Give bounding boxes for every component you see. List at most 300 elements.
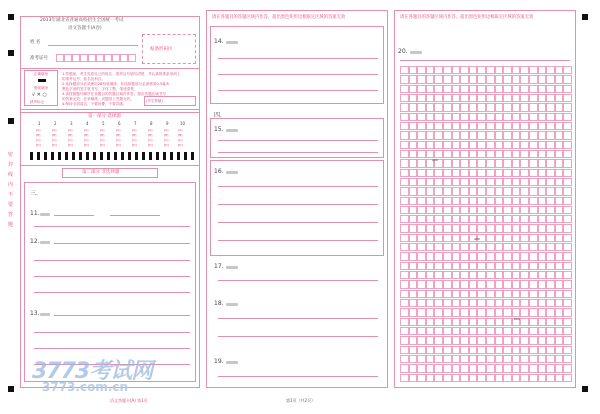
essay-cell[interactable] xyxy=(512,85,521,93)
choice-bubble-q7-b[interactable]: [B] xyxy=(132,133,137,137)
essay-cell[interactable] xyxy=(409,299,418,307)
essay-cell[interactable] xyxy=(512,374,521,382)
essay-cell[interactable] xyxy=(563,374,572,382)
answer-line-13a[interactable] xyxy=(54,315,190,316)
essay-cell[interactable] xyxy=(503,122,512,130)
essay-cell[interactable] xyxy=(469,197,478,205)
essay-cell[interactable] xyxy=(486,66,495,74)
essay-cell[interactable] xyxy=(563,346,572,354)
essay-cell[interactable] xyxy=(477,215,486,223)
essay-cell[interactable] xyxy=(409,150,418,158)
answer-line-13c[interactable] xyxy=(34,348,190,349)
essay-cell[interactable] xyxy=(503,374,512,382)
essay-cell[interactable] xyxy=(417,308,426,316)
essay-cell[interactable] xyxy=(512,141,521,149)
essay-cell[interactable] xyxy=(426,346,435,354)
essay-cell[interactable] xyxy=(426,169,435,177)
essay-cell[interactable] xyxy=(495,374,504,382)
essay-cell[interactable] xyxy=(426,131,435,139)
essay-cell[interactable] xyxy=(426,103,435,111)
essay-cell[interactable] xyxy=(503,159,512,167)
essay-cell[interactable] xyxy=(555,374,564,382)
essay-cell[interactable] xyxy=(495,66,504,74)
essay-cell[interactable] xyxy=(443,243,452,251)
essay-cell[interactable] xyxy=(546,75,555,83)
essay-cell[interactable] xyxy=(520,103,529,111)
essay-cell[interactable] xyxy=(486,169,495,177)
essay-cell[interactable] xyxy=(520,197,529,205)
essay-cell[interactable] xyxy=(503,206,512,214)
essay-cell[interactable] xyxy=(477,131,486,139)
essay-cell[interactable] xyxy=(409,197,418,205)
essay-cell[interactable] xyxy=(546,122,555,130)
essay-cell[interactable] xyxy=(400,197,409,205)
essay-cell[interactable] xyxy=(443,159,452,167)
essay-cell[interactable] xyxy=(400,150,409,158)
essay-cell[interactable] xyxy=(417,85,426,93)
essay-cell[interactable] xyxy=(529,122,538,130)
choice-bubble-q5-a[interactable]: [A] xyxy=(100,128,105,132)
choice-bubble-q10-a[interactable]: [A] xyxy=(178,128,183,132)
essay-cell[interactable] xyxy=(443,234,452,242)
essay-cell[interactable] xyxy=(546,336,555,344)
essay-cell[interactable] xyxy=(477,206,486,214)
essay-cell[interactable] xyxy=(417,234,426,242)
essay-cell[interactable] xyxy=(546,197,555,205)
essay-cell[interactable] xyxy=(503,243,512,251)
essay-cell[interactable] xyxy=(400,131,409,139)
essay-cell[interactable] xyxy=(460,103,469,111)
essay-cell[interactable] xyxy=(452,178,461,186)
essay-cell[interactable] xyxy=(512,94,521,102)
essay-cell[interactable] xyxy=(434,103,443,111)
essay-cell[interactable] xyxy=(469,280,478,288)
essay-cell[interactable] xyxy=(434,234,443,242)
essay-cell[interactable] xyxy=(538,113,547,121)
essay-cell[interactable] xyxy=(503,280,512,288)
essay-cell[interactable] xyxy=(443,113,452,121)
essay-cell[interactable] xyxy=(512,271,521,279)
essay-cell[interactable] xyxy=(477,66,486,74)
essay-cell[interactable] xyxy=(503,215,512,223)
essay-cell[interactable] xyxy=(512,66,521,74)
essay-cell[interactable] xyxy=(452,159,461,167)
essay-cell[interactable] xyxy=(563,75,572,83)
essay-cell[interactable] xyxy=(529,252,538,260)
essay-cell[interactable] xyxy=(512,150,521,158)
essay-cell[interactable] xyxy=(495,243,504,251)
essay-cell[interactable] xyxy=(512,178,521,186)
essay-cell[interactable] xyxy=(426,299,435,307)
essay-cell[interactable] xyxy=(400,215,409,223)
essay-cell[interactable] xyxy=(469,103,478,111)
essay-cell[interactable] xyxy=(409,178,418,186)
essay-cell[interactable] xyxy=(434,75,443,83)
essay-cell[interactable] xyxy=(495,131,504,139)
choice-bubble-q2-d[interactable]: [D] xyxy=(52,143,57,147)
essay-cell[interactable] xyxy=(555,206,564,214)
essay-cell[interactable] xyxy=(529,224,538,232)
essay-cell[interactable] xyxy=(434,113,443,121)
essay-cell[interactable] xyxy=(538,374,547,382)
essay-cell[interactable] xyxy=(477,308,486,316)
essay-cell[interactable] xyxy=(503,187,512,195)
essay-cell[interactable] xyxy=(443,103,452,111)
essay-cell[interactable] xyxy=(426,336,435,344)
essay-cell[interactable] xyxy=(426,113,435,121)
essay-cell[interactable] xyxy=(417,197,426,205)
choice-bubble-q1-d[interactable]: [D] xyxy=(36,143,41,147)
essay-cell[interactable] xyxy=(452,271,461,279)
essay-cell[interactable] xyxy=(409,262,418,270)
essay-cell[interactable] xyxy=(426,141,435,149)
essay-cell[interactable] xyxy=(486,178,495,186)
essay-cell[interactable] xyxy=(529,103,538,111)
essay-cell[interactable] xyxy=(520,280,529,288)
essay-cell[interactable] xyxy=(409,336,418,344)
essay-cell[interactable] xyxy=(417,206,426,214)
essay-cell[interactable] xyxy=(452,215,461,223)
essay-cell[interactable] xyxy=(503,197,512,205)
essay-cell[interactable] xyxy=(546,224,555,232)
essay-cell[interactable] xyxy=(426,243,435,251)
essay-cell[interactable] xyxy=(477,336,486,344)
essay-cell[interactable] xyxy=(503,318,512,326)
essay-cell[interactable] xyxy=(520,327,529,335)
essay-cell[interactable] xyxy=(495,327,504,335)
essay-cell[interactable] xyxy=(417,262,426,270)
essay-cell[interactable] xyxy=(538,150,547,158)
choice-bubble-q3-d[interactable]: [D] xyxy=(68,143,73,147)
essay-cell[interactable] xyxy=(503,271,512,279)
essay-cell[interactable] xyxy=(529,94,538,102)
essay-cell[interactable] xyxy=(443,280,452,288)
essay-cell[interactable] xyxy=(469,150,478,158)
essay-cell[interactable] xyxy=(460,113,469,121)
essay-cell[interactable] xyxy=(443,299,452,307)
essay-cell[interactable] xyxy=(503,85,512,93)
essay-cell[interactable] xyxy=(529,66,538,74)
essay-cell[interactable] xyxy=(503,103,512,111)
essay-cell[interactable] xyxy=(486,187,495,195)
essay-cell[interactable] xyxy=(555,336,564,344)
essay-cell[interactable] xyxy=(495,159,504,167)
essay-cell[interactable] xyxy=(495,318,504,326)
essay-cell[interactable] xyxy=(520,178,529,186)
essay-cell[interactable] xyxy=(460,141,469,149)
essay-cell[interactable] xyxy=(538,206,547,214)
essay-cell[interactable] xyxy=(452,103,461,111)
essay-cell[interactable] xyxy=(443,178,452,186)
choice-bubble-q10-b[interactable]: [B] xyxy=(178,133,183,137)
essay-cell[interactable] xyxy=(443,262,452,270)
essay-cell[interactable] xyxy=(460,252,469,260)
essay-cell[interactable] xyxy=(555,122,564,130)
essay-cell[interactable] xyxy=(555,355,564,363)
essay-cell[interactable] xyxy=(538,327,547,335)
essay-cell[interactable] xyxy=(538,178,547,186)
essay-cell[interactable] xyxy=(546,318,555,326)
essay-cell[interactable] xyxy=(477,299,486,307)
essay-cell[interactable] xyxy=(400,178,409,186)
essay-cell[interactable] xyxy=(495,75,504,83)
essay-cell[interactable] xyxy=(434,215,443,223)
essay-cell[interactable] xyxy=(426,252,435,260)
essay-cell[interactable] xyxy=(469,94,478,102)
essay-cell[interactable] xyxy=(452,85,461,93)
essay-cell[interactable] xyxy=(538,364,547,372)
essay-cell[interactable] xyxy=(460,215,469,223)
essay-cell[interactable] xyxy=(495,290,504,298)
essay-cell[interactable] xyxy=(417,215,426,223)
essay-cell[interactable] xyxy=(469,215,478,223)
essay-cell[interactable] xyxy=(460,318,469,326)
essay-cell[interactable] xyxy=(563,224,572,232)
essay-cell[interactable] xyxy=(555,141,564,149)
essay-cell[interactable] xyxy=(555,308,564,316)
essay-cell[interactable] xyxy=(417,252,426,260)
choice-bubble-q8-b[interactable]: [B] xyxy=(148,133,153,137)
essay-cell[interactable] xyxy=(538,318,547,326)
essay-cell[interactable] xyxy=(486,252,495,260)
essay-cell[interactable] xyxy=(512,336,521,344)
essay-cell[interactable] xyxy=(400,299,409,307)
choice-bubble-q4-b[interactable]: [B] xyxy=(84,133,89,137)
essay-cell[interactable] xyxy=(495,141,504,149)
essay-cell[interactable] xyxy=(452,94,461,102)
essay-cell[interactable] xyxy=(495,169,504,177)
essay-cell[interactable] xyxy=(503,131,512,139)
essay-cell[interactable] xyxy=(546,150,555,158)
essay-cell[interactable] xyxy=(529,336,538,344)
essay-cell[interactable] xyxy=(538,308,547,316)
essay-cell[interactable] xyxy=(409,122,418,130)
essay-cell[interactable] xyxy=(520,66,529,74)
essay-cell[interactable] xyxy=(546,299,555,307)
essay-cell[interactable] xyxy=(400,85,409,93)
essay-cell[interactable] xyxy=(400,252,409,260)
essay-cell[interactable] xyxy=(555,159,564,167)
choice-bubble-q2-a[interactable]: [A] xyxy=(52,128,57,132)
essay-cell[interactable] xyxy=(538,234,547,242)
choice-bubble-q5-d[interactable]: [D] xyxy=(100,143,105,147)
essay-cell[interactable] xyxy=(477,374,486,382)
choice-bubble-q2-b[interactable]: [B] xyxy=(52,133,57,137)
name-underline[interactable] xyxy=(48,45,138,46)
essay-cell[interactable] xyxy=(452,327,461,335)
essay-cell[interactable] xyxy=(546,327,555,335)
essay-cell[interactable] xyxy=(520,318,529,326)
essay-cell[interactable] xyxy=(400,280,409,288)
essay-cell[interactable] xyxy=(400,169,409,177)
essay-cell[interactable] xyxy=(426,280,435,288)
essay-cell[interactable] xyxy=(512,75,521,83)
essay-cell[interactable] xyxy=(443,75,452,83)
essay-cell[interactable] xyxy=(477,122,486,130)
essay-cell[interactable] xyxy=(426,374,435,382)
essay-cell[interactable] xyxy=(443,94,452,102)
essay-cell[interactable] xyxy=(452,197,461,205)
essay-cell[interactable] xyxy=(477,262,486,270)
essay-cell[interactable] xyxy=(546,308,555,316)
essay-cell[interactable] xyxy=(512,169,521,177)
essay-cell[interactable] xyxy=(409,243,418,251)
essay-cell[interactable] xyxy=(563,103,572,111)
essay-cell[interactable] xyxy=(409,224,418,232)
essay-cell[interactable] xyxy=(495,187,504,195)
essay-cell[interactable] xyxy=(409,206,418,214)
essay-cell[interactable] xyxy=(529,280,538,288)
essay-cell[interactable] xyxy=(443,197,452,205)
essay-cell[interactable] xyxy=(400,355,409,363)
essay-cell[interactable] xyxy=(512,215,521,223)
essay-cell[interactable] xyxy=(443,308,452,316)
essay-cell[interactable] xyxy=(400,94,409,102)
essay-cell[interactable] xyxy=(529,197,538,205)
essay-cell[interactable] xyxy=(434,131,443,139)
essay-cell[interactable] xyxy=(400,234,409,242)
essay-cell[interactable] xyxy=(495,215,504,223)
essay-cell[interactable] xyxy=(477,141,486,149)
essay-cell[interactable] xyxy=(529,150,538,158)
essay-cell[interactable] xyxy=(529,141,538,149)
essay-cell[interactable] xyxy=(529,299,538,307)
essay-cell[interactable] xyxy=(512,113,521,121)
essay-cell[interactable] xyxy=(512,346,521,354)
essay-cell[interactable] xyxy=(486,364,495,372)
essay-cell[interactable] xyxy=(486,318,495,326)
essay-cell[interactable] xyxy=(460,150,469,158)
essay-cell[interactable] xyxy=(426,75,435,83)
essay-cell[interactable] xyxy=(426,364,435,372)
essay-cell[interactable] xyxy=(546,131,555,139)
choice-bubble-q1-c[interactable]: [C] xyxy=(36,138,41,142)
essay-cell[interactable] xyxy=(563,150,572,158)
essay-cell[interactable] xyxy=(434,355,443,363)
essay-cell[interactable] xyxy=(512,252,521,260)
essay-cell[interactable] xyxy=(452,290,461,298)
essay-cell[interactable] xyxy=(512,262,521,270)
essay-cell[interactable] xyxy=(460,280,469,288)
essay-cell[interactable] xyxy=(469,224,478,232)
essay-cell[interactable] xyxy=(529,159,538,167)
essay-cell[interactable] xyxy=(417,94,426,102)
essay-cell[interactable] xyxy=(460,178,469,186)
essay-cell[interactable] xyxy=(469,262,478,270)
essay-cell[interactable] xyxy=(495,197,504,205)
essay-cell[interactable] xyxy=(460,94,469,102)
essay-cell[interactable] xyxy=(443,187,452,195)
essay-cell[interactable] xyxy=(409,252,418,260)
essay-cell[interactable] xyxy=(434,224,443,232)
essay-cell[interactable] xyxy=(546,187,555,195)
essay-cell[interactable] xyxy=(512,187,521,195)
essay-cell[interactable] xyxy=(469,66,478,74)
essay-cell[interactable] xyxy=(538,215,547,223)
essay-cell[interactable] xyxy=(434,318,443,326)
essay-cell[interactable] xyxy=(417,364,426,372)
essay-cell[interactable] xyxy=(426,262,435,270)
answer-line-20a[interactable] xyxy=(400,60,570,61)
essay-cell[interactable] xyxy=(538,271,547,279)
answer-line-14b[interactable] xyxy=(218,74,378,75)
choice-bubble-q1-b[interactable]: [B] xyxy=(36,133,41,137)
essay-cell[interactable] xyxy=(529,346,538,354)
essay-cell[interactable] xyxy=(477,271,486,279)
essay-cell[interactable] xyxy=(426,318,435,326)
essay-cell[interactable] xyxy=(503,224,512,232)
essay-cell[interactable] xyxy=(520,374,529,382)
essay-cell[interactable] xyxy=(538,355,547,363)
essay-cell[interactable] xyxy=(460,122,469,130)
essay-cell[interactable] xyxy=(529,85,538,93)
essay-cell[interactable] xyxy=(426,150,435,158)
essay-cell[interactable] xyxy=(486,327,495,335)
essay-cell[interactable] xyxy=(434,262,443,270)
answer-line-15a[interactable] xyxy=(218,140,378,141)
essay-cell[interactable] xyxy=(452,141,461,149)
essay-cell[interactable] xyxy=(546,66,555,74)
essay-cell[interactable] xyxy=(555,85,564,93)
essay-cell[interactable] xyxy=(400,262,409,270)
essay-cell[interactable] xyxy=(555,131,564,139)
essay-cell[interactable] xyxy=(546,234,555,242)
essay-cell[interactable] xyxy=(409,327,418,335)
essay-cell[interactable] xyxy=(546,94,555,102)
essay-cell[interactable] xyxy=(486,346,495,354)
essay-cell[interactable] xyxy=(538,224,547,232)
essay-cell[interactable] xyxy=(426,215,435,223)
essay-cell[interactable] xyxy=(486,299,495,307)
essay-cell[interactable] xyxy=(503,299,512,307)
essay-cell[interactable] xyxy=(452,113,461,121)
essay-cell[interactable] xyxy=(434,243,443,251)
essay-cell[interactable] xyxy=(538,131,547,139)
essay-cell[interactable] xyxy=(538,280,547,288)
essay-cell[interactable] xyxy=(452,262,461,270)
essay-cell[interactable] xyxy=(409,187,418,195)
essay-cell[interactable] xyxy=(469,271,478,279)
essay-cell[interactable] xyxy=(469,169,478,177)
essay-cell[interactable] xyxy=(477,75,486,83)
essay-cell[interactable] xyxy=(512,197,521,205)
essay-cell[interactable] xyxy=(538,75,547,83)
essay-cell[interactable] xyxy=(477,103,486,111)
essay-cell[interactable] xyxy=(409,75,418,83)
essay-cell[interactable] xyxy=(503,327,512,335)
essay-cell[interactable] xyxy=(538,243,547,251)
essay-cell[interactable] xyxy=(434,150,443,158)
essay-cell[interactable] xyxy=(426,178,435,186)
essay-cell[interactable] xyxy=(546,169,555,177)
essay-cell[interactable] xyxy=(538,346,547,354)
essay-cell[interactable] xyxy=(434,327,443,335)
essay-cell[interactable] xyxy=(477,346,486,354)
essay-cell[interactable] xyxy=(452,206,461,214)
essay-cell[interactable] xyxy=(460,169,469,177)
essay-cell[interactable] xyxy=(426,308,435,316)
essay-cell[interactable] xyxy=(477,364,486,372)
essay-cell[interactable] xyxy=(486,141,495,149)
choice-bubble-q9-c[interactable]: [C] xyxy=(164,138,169,142)
essay-cell[interactable] xyxy=(443,327,452,335)
essay-cell[interactable] xyxy=(477,290,486,298)
essay-cell[interactable] xyxy=(460,308,469,316)
essay-cell[interactable] xyxy=(460,346,469,354)
essay-cell[interactable] xyxy=(546,280,555,288)
essay-cell[interactable] xyxy=(563,252,572,260)
essay-cell[interactable] xyxy=(417,178,426,186)
